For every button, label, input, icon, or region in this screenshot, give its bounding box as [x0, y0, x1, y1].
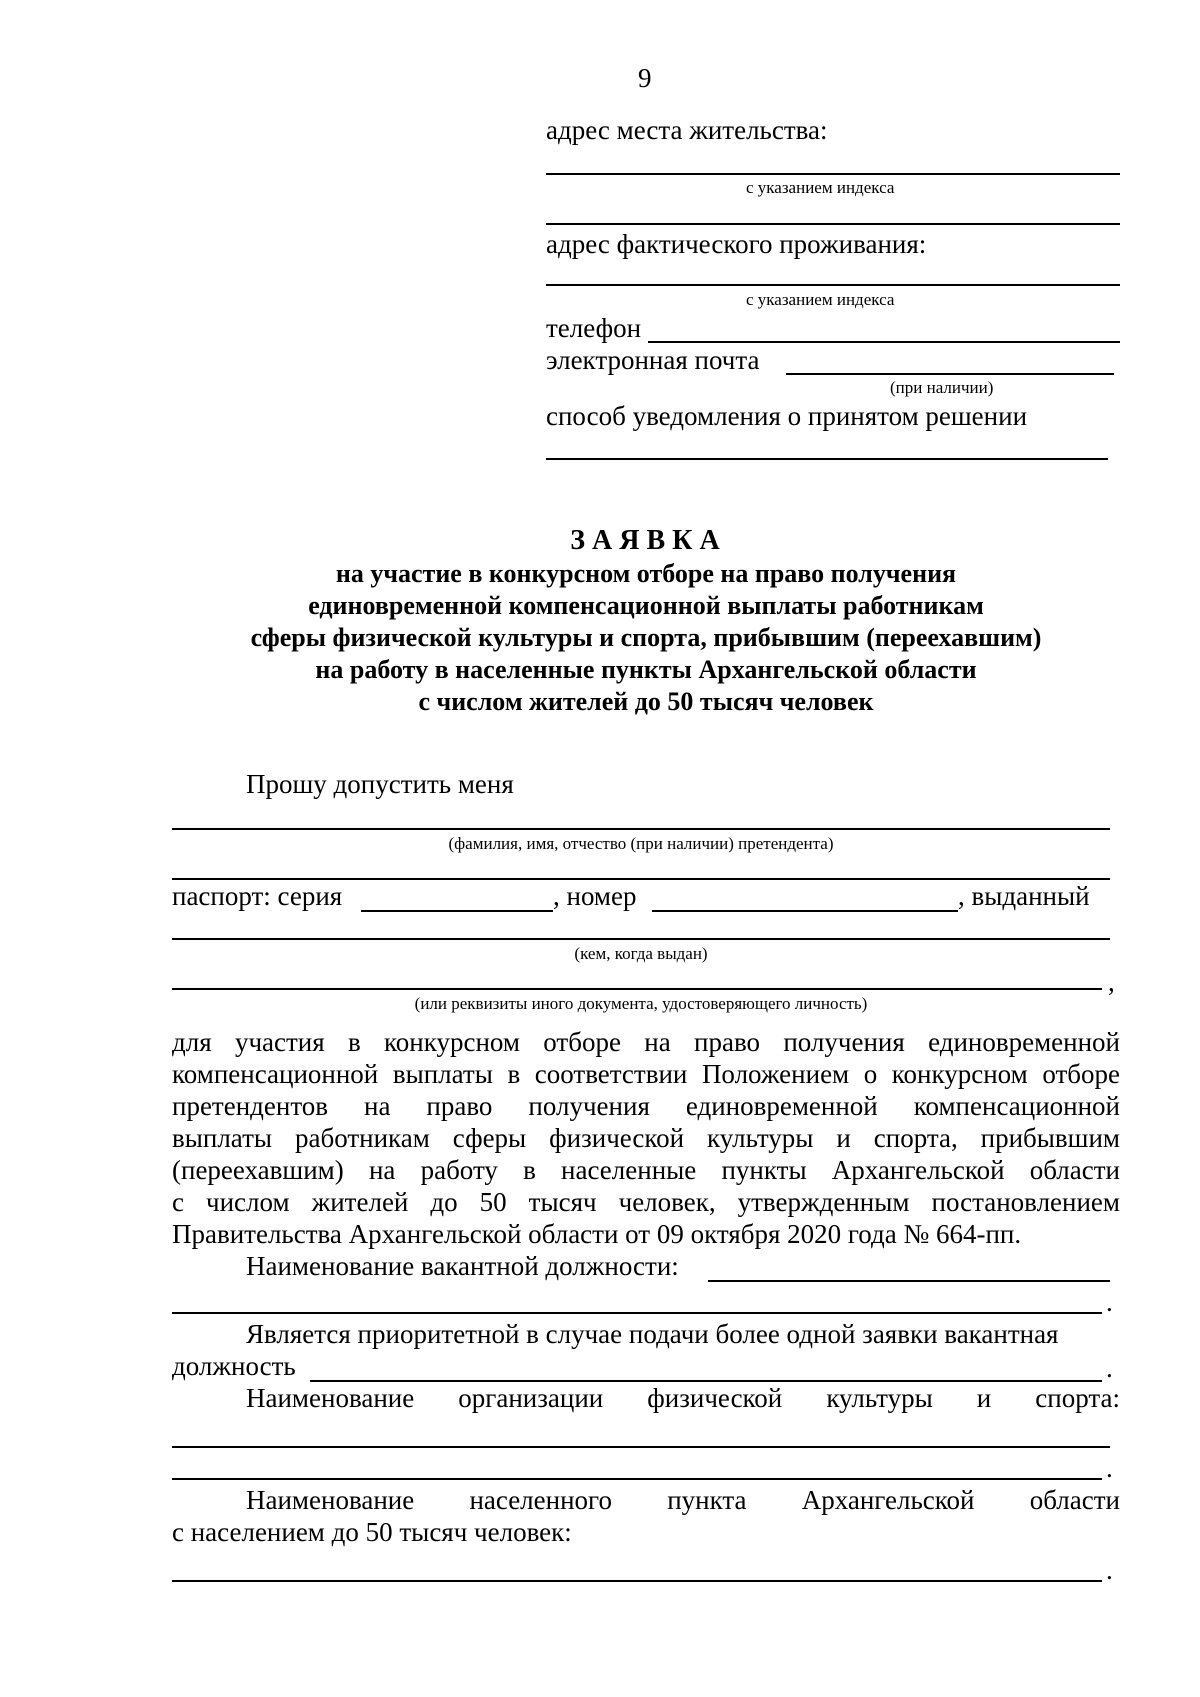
title-line: на работу в населенные пункты Архангельской области: [315, 655, 977, 684]
vacancy-line: [708, 1280, 1110, 1282]
vacancy-label: Наименование вакантной должности:: [246, 1251, 679, 1281]
passport-series-line: [361, 910, 553, 912]
passport-number-line: [652, 910, 958, 912]
priority-line-text: Является приоритетной в случае подачи более одной заявки вакантная: [246, 1319, 1059, 1349]
request-intro: Прошу допустить меня: [246, 769, 514, 799]
issued-by-note: (кем, когда выдан): [574, 944, 708, 963]
word: области: [1029, 1485, 1120, 1515]
word: населенного: [469, 1485, 612, 1515]
email-note: (при наличии): [890, 378, 994, 397]
paragraph-line: для участия в конкурсном отборе на право получения единовременной: [172, 1027, 1120, 1057]
email-line: [786, 373, 1114, 375]
passport-number-label: , номер: [553, 881, 637, 911]
priority-line: [246, 1318, 1120, 1350]
applicant-name-line: [172, 828, 1110, 830]
organization-line-2: [172, 1478, 1102, 1480]
period: .: [1106, 1287, 1113, 1317]
period: .: [1106, 1353, 1113, 1383]
settlement-label-row: [246, 1484, 1120, 1516]
residence-address-line-2: [546, 223, 1120, 225]
actual-address-line: [546, 284, 1120, 286]
period: .: [1106, 1453, 1113, 1483]
word: пункта: [667, 1485, 747, 1515]
page-number: 9: [638, 63, 652, 93]
title-line: единовременной компенсационной выплаты работникам: [308, 591, 984, 620]
other-document-line: [172, 988, 1102, 990]
paragraph-line: (переехавшим) на работу в населенные пункты Архангельской области: [172, 1155, 1120, 1185]
email-label: электронная почта: [546, 345, 760, 375]
paragraph-line: компенсационной выплаты в соответствии Положением о конкурсном отборе: [172, 1059, 1120, 1089]
actual-address-label: адрес фактического проживания:: [546, 229, 927, 259]
title-line: сферы физической культуры и спорта, прибывшим (переехавшим): [250, 623, 1042, 652]
document-heading: З А Я В К А: [570, 525, 720, 556]
applicant-name-note: (фамилия, имя, отчество (при наличии) претендента): [448, 834, 834, 853]
paragraph-line: с числом жителей до 50 тысяч человек, утвержденным постановлением: [172, 1187, 1120, 1217]
comma: ,: [1108, 967, 1115, 997]
word: Наименование: [246, 1485, 415, 1515]
word: культуры: [826, 1383, 933, 1413]
issued-by-line: [172, 938, 1110, 940]
index-note: с указанием индекса: [746, 178, 895, 197]
notification-method-line: [546, 458, 1108, 460]
organization-label-row: [246, 1382, 1120, 1414]
passport-issued-label: , выданный: [958, 881, 1090, 911]
index-note: с указанием индекса: [746, 290, 895, 309]
paragraph-last-line: Правительства Архангельской области от 09 октября 2020 года № 664-пп.: [172, 1219, 1022, 1249]
title-line: с числом жителей до 50 тысяч человек: [418, 687, 874, 716]
title-line: на участие в конкурсном отборе на право получения: [335, 559, 957, 588]
passport-series-label: паспорт: серия: [172, 881, 343, 911]
vacancy-line-2: [172, 1312, 1102, 1314]
organization-line: [172, 1446, 1110, 1448]
word: организации: [458, 1383, 604, 1413]
priority-position-label: должность: [172, 1351, 296, 1381]
phone-label: телефон: [546, 313, 642, 343]
period: .: [1106, 1555, 1113, 1585]
settlement-label-line2: с населением до 50 тысяч человек:: [172, 1517, 572, 1547]
paragraph-line: выплаты работникам сферы физической культуры и спорта, прибывшим: [172, 1123, 1120, 1153]
settlement-line: [172, 1580, 1102, 1582]
word: спорта:: [1035, 1383, 1120, 1413]
paragraph-line: претендентов на право получения единовременной компенсационной: [172, 1091, 1120, 1121]
word: Архангельской: [801, 1485, 975, 1515]
word: и: [976, 1383, 992, 1413]
word: физической: [647, 1383, 783, 1413]
residence-address-line: [546, 173, 1120, 175]
phone-line: [648, 341, 1120, 343]
residence-address-label: адрес места жительства:: [546, 115, 828, 145]
other-document-note: (или реквизиты иного документа, удостоверяющего личность): [414, 994, 868, 1013]
notification-method-label: способ уведомления о принятом решении: [546, 401, 1028, 431]
word: Наименование: [246, 1383, 415, 1413]
